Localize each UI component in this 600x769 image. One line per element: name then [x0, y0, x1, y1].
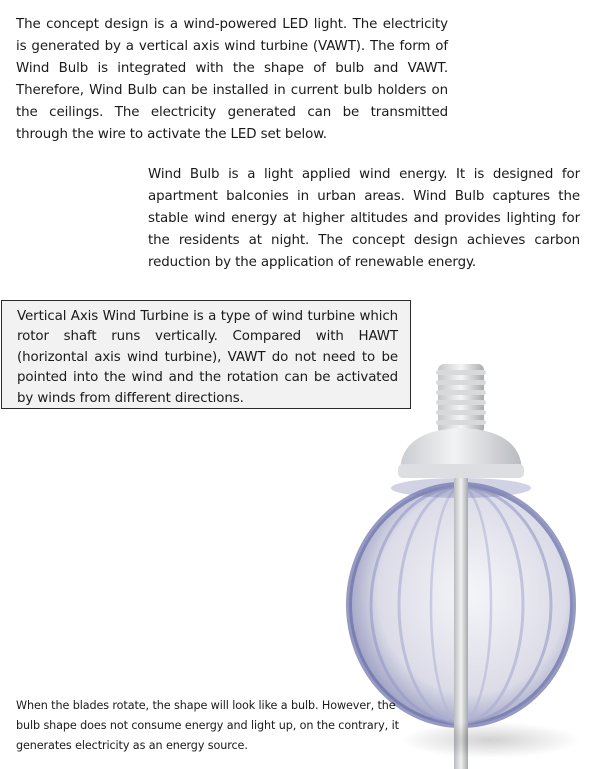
purpose-paragraph: Wind Bulb is a light applied wind energy. It is designed for apartment balconies in urban areas. Wind Bulb captures the stable wind energy at higher altitudes and provides lighting for the residents at night. The concept design achieves carbon reduction by the application of renewable energy.	[148, 167, 580, 270]
caption-paragraph: When the blades rotate, the shape will look like a bulb. However, the bulb shape does not consume energy and light up, on the contrary, it generates electricity as an energy source.	[16, 699, 399, 752]
bulb-cap	[400, 428, 522, 470]
intro-paragraph: The concept design is a wind-powered LED light. The electricity is generated by a vertical axis wind turbine (VAWT). The form of Wind Bulb is integrated with the shape of bulb and VAWT. Therefore, Wind Bulb can be installed in current bulb holders on the ceilings. The electricity generated can be transmitted through the wire to activate the LED set below.	[16, 17, 448, 142]
vawt-info-text: Vertical Axis Wind Turbine is a type of wind turbine which rotor shaft runs vertically. Compared with HAWT (horizontal axis wind turbine), VAWT do not need to be pointed into the wind and the rotation can be activated by winds from different directions.	[17, 309, 398, 406]
screw-thread	[436, 364, 486, 434]
